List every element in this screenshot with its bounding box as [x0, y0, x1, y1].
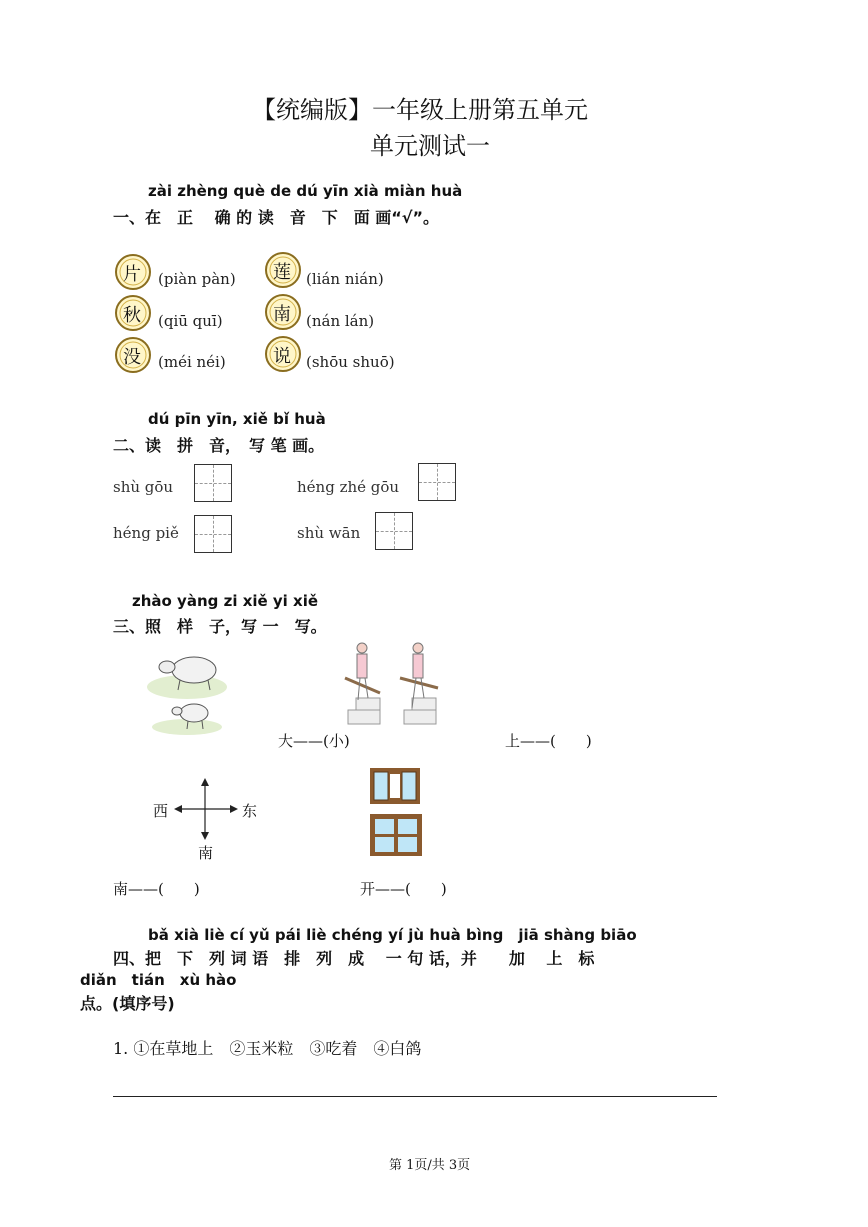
writing-grid[interactable]: [194, 515, 232, 553]
sheep-illustration: [132, 645, 242, 735]
pinyin-options[interactable]: (nán lán): [306, 312, 375, 330]
question-south[interactable]: 南——( ): [113, 880, 200, 898]
compass-west: 西: [153, 802, 169, 820]
compass-south: 南: [198, 844, 214, 862]
section4-pinyin: bǎ xià liè cí yǔ pái liè chéng yí jù huà bìng jiā shàng biāo: [148, 926, 637, 944]
page-subtitle: 单元测试一: [370, 132, 490, 160]
badge-character: 南: [273, 304, 291, 325]
section2-pinyin: dú pīn yīn, xiě bǐ huà: [148, 410, 326, 428]
question-item-1: 1. ①在草地上 ②玉米粒 ③吃着 ④白鸽: [113, 1039, 422, 1058]
question-up[interactable]: 上——( ): [505, 732, 592, 750]
page-number: 第 1页/共 3页: [389, 1158, 471, 1173]
pinyin-options[interactable]: (qiū quī): [158, 312, 223, 330]
char-badge: [263, 334, 303, 378]
window-illustration: [366, 766, 424, 860]
char-badge: [263, 292, 303, 336]
writing-grid[interactable]: [375, 512, 413, 550]
pinyin-options[interactable]: (méi néi): [158, 353, 226, 371]
section1-heading: 一、在 正 确 的 读 音 下 面 画“√”。: [113, 208, 439, 227]
section4-pinyin2: diǎn tián xù hào: [80, 971, 237, 989]
badge-character: 片: [123, 264, 141, 285]
badge-character: 没: [123, 347, 141, 368]
compass-east: 东: [242, 802, 258, 820]
stairs-illustration: [340, 638, 445, 726]
answer-line[interactable]: [113, 1096, 717, 1097]
section4-heading: 四、把 下 列 词 语 排 列 成 一 句 话，并 加 上 标: [113, 949, 595, 968]
section3-pinyin: zhào yàng zi xiě yi xiě: [132, 592, 319, 610]
section2-heading: 二、读 拼 音， 写 笔 画。: [113, 436, 325, 455]
stroke-label: shù wān: [297, 524, 361, 542]
pinyin-options[interactable]: (piàn pàn): [158, 270, 236, 288]
badge-character: 说: [273, 346, 291, 367]
stroke-label: héng piě: [113, 524, 179, 542]
writing-grid[interactable]: [194, 464, 232, 502]
question-open[interactable]: 开——( ): [360, 880, 447, 898]
char-badge: [263, 250, 303, 294]
section1-pinyin: zài zhèng què de dú yīn xià miàn huà: [148, 182, 463, 200]
writing-grid[interactable]: [418, 463, 456, 501]
pinyin-options[interactable]: (lián nián): [306, 270, 384, 288]
char-badge: [113, 293, 153, 337]
section4-heading2: 点。(填序号): [80, 994, 175, 1013]
badge-character: 莲: [273, 262, 291, 283]
badge-character: 秋: [123, 305, 141, 326]
stroke-label: héng zhé gōu: [297, 478, 400, 496]
char-badge: [113, 335, 153, 379]
example-answer: 大——(小): [278, 732, 350, 750]
pinyin-options[interactable]: (shōu shuō): [306, 353, 395, 371]
compass-arrows: [170, 778, 240, 840]
stroke-label: shù gōu: [113, 478, 174, 496]
char-badge: [113, 252, 153, 296]
section3-heading: 三、照 样 子，写 一 写。: [113, 617, 327, 636]
page-title: 【统编版】一年级上册第五单元: [252, 96, 588, 124]
